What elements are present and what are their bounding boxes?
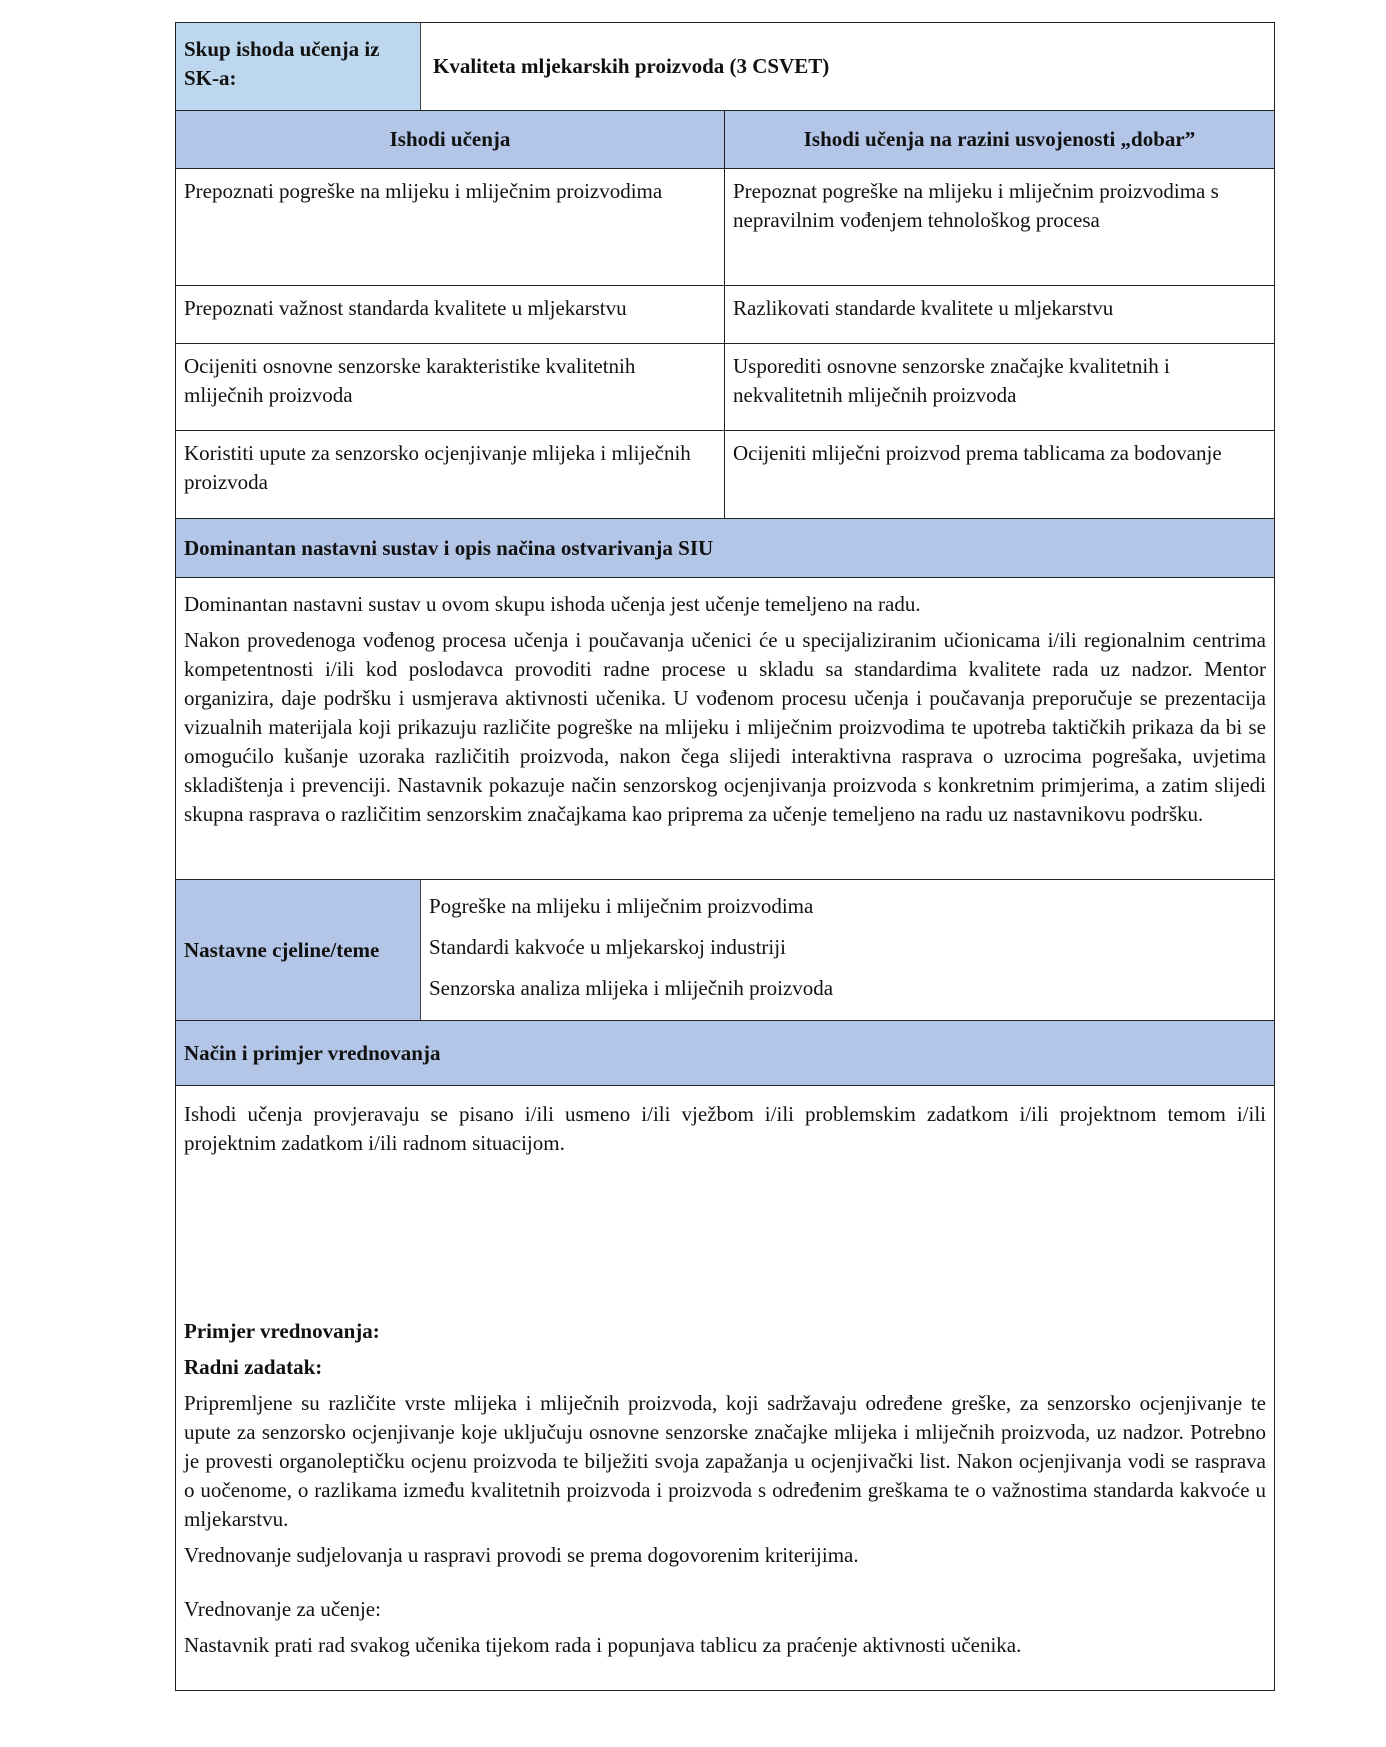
for-learning-heading: Vrednovanje za učenje: (184, 1597, 381, 1621)
teaching-system-body-row (176, 578, 1274, 880)
outcome-row (176, 169, 1274, 286)
evaluation-header-row (176, 1021, 1274, 1086)
topics-list (421, 880, 1274, 1020)
topic-item: Standardi kakvoće u mljekarskoj industriji (429, 935, 786, 959)
good-level-cell: Usporediti osnovne senzorske značajke kvalitetnih i nekvalitetnih mliječnih proizvoda (733, 354, 1170, 407)
outcome-cell: Prepoznati važnost standarda kvalitete u mljekarstvu (176, 286, 725, 343)
teaching-system-paragraph: Nakon provedenoga vođenog procesa učenja i poučavanja učenici će u specijaliziranim učionicama i/ili regionalnim centrima kompetentnosti i/ili kod poslodavca provoditi radne procese u skladu sa standardima kvalitete rada uz nadzor. Mentor organizira, daje podršku i usmjerava aktivnosti učenika. U vođenom procesu učenja i poučavanja preporučuje se prezentacija vizualnih materijala koji prikazuju različite pogreške na mlijeku i mliječnim proizvodima te upotreba taktičkih prikaza da bi se omogućilo kušanje uzoraka različitih proizvoda, nakon čega slijedi interaktivna rasprava o uzrocima pogrešaka, uvjetima skladištenja i prevenciji. Nastavnik pokazuje način senzorskog ocjenjivanja proizvoda s konkretnim primjerima, a zatim slijedi skupna rasprava o različitim senzorskim značajkama kao priprema za učenje temeljeno na radu uz nastavnikovu podršku. (184, 628, 1266, 826)
outcomes-header-row (176, 111, 1274, 169)
outcome-set-row (176, 23, 1274, 111)
participation-text: Vrednovanje sudjelovanja u raspravi provodi se prema dogovorenim kriterijima. (184, 1543, 859, 1567)
for-learning-text: Nastavnik prati rad svakog učenika tijekom rada i popunjava tablicu za praćenje aktivnosti učenika. (184, 1633, 1022, 1657)
outcome-cell: Prepoznati pogreške na mlijeku i mliječnim proizvodima (176, 169, 725, 285)
evaluation-heading: Način i primjer vrednovanja (176, 1021, 1274, 1085)
topic-item: Senzorska analiza mlijeka i mliječnih proizvoda (429, 976, 834, 1000)
good-level-col-header: Ishodi učenja na razini usvojenosti „dobar” (725, 111, 1274, 168)
outcome-cell: Koristiti upute za senzorsko ocjenjivanje mlijeka i mliječnih proizvoda (176, 431, 725, 518)
good-level-cell: Prepoznat pogreške na mlijeku i mliječnim proizvodima s nepravilnim vođenjem tehnološkog procesa (733, 179, 1219, 232)
topics-label: Nastavne cjeline/teme (176, 880, 421, 1020)
teaching-system-heading: Dominantan nastavni sustav i opis načina ostvarivanja SIU (176, 519, 1274, 577)
good-level-cell: Ocijeniti mliječni proizvod prema tablicama za bodovanje (733, 441, 1222, 465)
outcome-row (176, 344, 1274, 431)
learning-outcomes-table (175, 22, 1275, 1691)
teaching-system-header-row (176, 519, 1274, 578)
evaluation-body (176, 1086, 1274, 1690)
topics-row (176, 880, 1274, 1021)
good-level-cell: Razlikovati standarde kvalitete u mljekarstvu (733, 296, 1114, 320)
outcome-set-label: Skup ishoda učenja iz SK-a: (176, 23, 421, 110)
outcome-set-title: Kvaliteta mljekarskih proizvoda (3 CSVET) (433, 54, 830, 78)
evaluation-body-row (176, 1086, 1274, 1690)
task-text: Pripremljene su različite vrste mlijeka i mliječnih proizvoda, koji sadržavaju određene greške, za senzorsko ocjenjivanje te upute za senzorsko ocjenjivanje koje uključuju osnovne senzorske značajke mlijeka i mliječnih proizvoda, uz nadzor. Potrebno je provesti organoleptičku ocjenu proizvoda te bilježiti svoja zapažanja u ocjenjivački list. Nakon ocjenjivanja vodi se rasprava o uočenome, o razlikama između kvalitetnih proizvoda i proizvoda s određenim greškama te o važnostima standarda kakvoće u mljekarstvu. (184, 1391, 1266, 1531)
topic-item: Pogreške na mlijeku i mliječnim proizvodima (429, 894, 814, 918)
task-heading: Radni zadatak: (184, 1355, 323, 1379)
teaching-system-paragraph: Dominantan nastavni sustav u ovom skupu ishoda učenja jest učenje temeljeno na radu. (184, 592, 921, 616)
spacer (184, 1577, 1266, 1595)
spacer (184, 1165, 1266, 1317)
outcomes-col-header: Ishodi učenja (176, 111, 725, 168)
outcome-cell: Ocijeniti osnovne senzorske karakteristike kvalitetnih mliječnih proizvoda (176, 344, 725, 430)
outcome-row (176, 431, 1274, 519)
example-heading: Primjer vrednovanja: (184, 1319, 380, 1343)
teaching-system-body (176, 578, 1274, 879)
evaluation-intro: Ishodi učenja provjeravaju se pisano i/ili usmeno i/ili vježbom i/ili problemskim zadatkom i/ili projektnom temom i/ili projektnim zadatkom i/ili radnom situacijom. (184, 1102, 1266, 1155)
outcome-row (176, 286, 1274, 344)
